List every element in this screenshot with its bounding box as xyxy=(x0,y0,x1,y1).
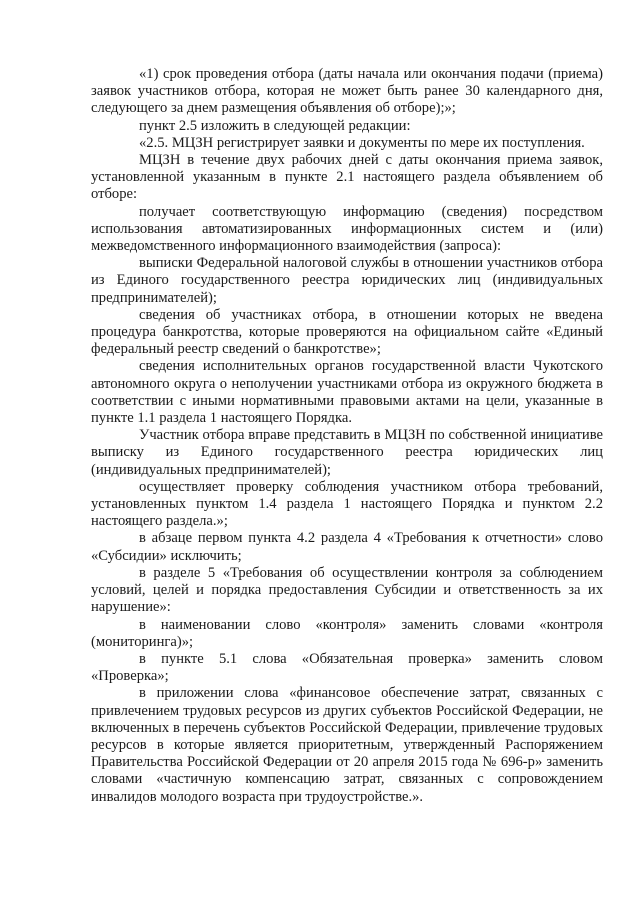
paragraph: выписки Федеральной налоговой службы в отношении участников отбора из Единого государственного реестра юридических лиц (индивидуальных предпринимателей); xyxy=(91,255,603,306)
paragraph: в пункте 5.1 слова «Обязательная проверка» заменить словом «Проверка»; xyxy=(91,650,603,685)
document-page xyxy=(91,66,603,806)
paragraph: осуществляет проверку соблюдения участником отбора требований, установленных пунктом 1.4 раздела 1 настоящего Порядка и пунктом 2.2 настоящего раздела.»; xyxy=(91,478,603,530)
paragraph: сведения исполнительных органов государственной власти Чукотского автономного округа о неполучении участниками отбора из окружного бюджета в соответствии с иными нормативными правовыми актами на цели, указанные в пункте 1.1 раздела 1 настоящего Порядка. xyxy=(91,358,603,427)
paragraph: в приложении слова «финансовое обеспечение затрат, связанных с привлечением трудовых ресурсов из других субъектов Российской Федерации, не включенных в перечень субъектов Российской Федерации, привлечение трудовых ресурсов в которые является приоритетным, утвержденный Распоряжением Правительства Российской Федерации от 20 апреля 2015 года № 696-р» заменить словами «частичную компенсацию затрат, связанных с сопровождением инвалидов молодого возраста при трудоустройстве.». xyxy=(91,685,603,805)
paragraph: сведения об участниках отбора, в отношении которых не введена процедура банкротства, которые проверяются на официальном сайте «Единый федеральный реестр сведений о банкротстве»; xyxy=(91,306,603,358)
paragraph: МЦЗН в течение двух рабочих дней с даты окончания приема заявок, установленной указанным в пункте 2.1 настоящего раздела объявлением об отборе: xyxy=(91,152,603,203)
paragraph: «1) срок проведения отбора (даты начала или окончания подачи (приема) заявок участников отбора, которая не может быть ранее 30 календарного дня, следующего за днем размещения объявления об отборе);»; xyxy=(91,66,603,117)
paragraph: получает соответствующую информацию (сведения) посредством использования автоматизированных информационных систем и (или) межведомственного информационного взаимодействия (запроса): xyxy=(91,203,603,255)
paragraph: «2.5. МЦЗН регистрирует заявки и документы по мере их поступления. xyxy=(139,134,585,151)
paragraph: Участник отбора вправе представить в МЦЗН по собственной инициативе выписку из Единого государственного реестра юридических лиц (индивидуальных предпринимателей); xyxy=(91,427,603,478)
paragraph: пункт 2.5 изложить в следующей редакции: xyxy=(139,117,411,134)
paragraph: в наименовании слово «контроля» заменить словами «контроля (мониторинга)»; xyxy=(91,616,603,650)
paragraph: в разделе 5 «Требования об осуществлении контроля за соблюдением условий, целей и порядка предоставления Субсидии и ответственность за их нарушение»: xyxy=(91,564,603,616)
paragraph: в абзаце первом пункта 4.2 раздела 4 «Требования к отчетности» слово «Субсидии» исключить; xyxy=(91,530,603,564)
